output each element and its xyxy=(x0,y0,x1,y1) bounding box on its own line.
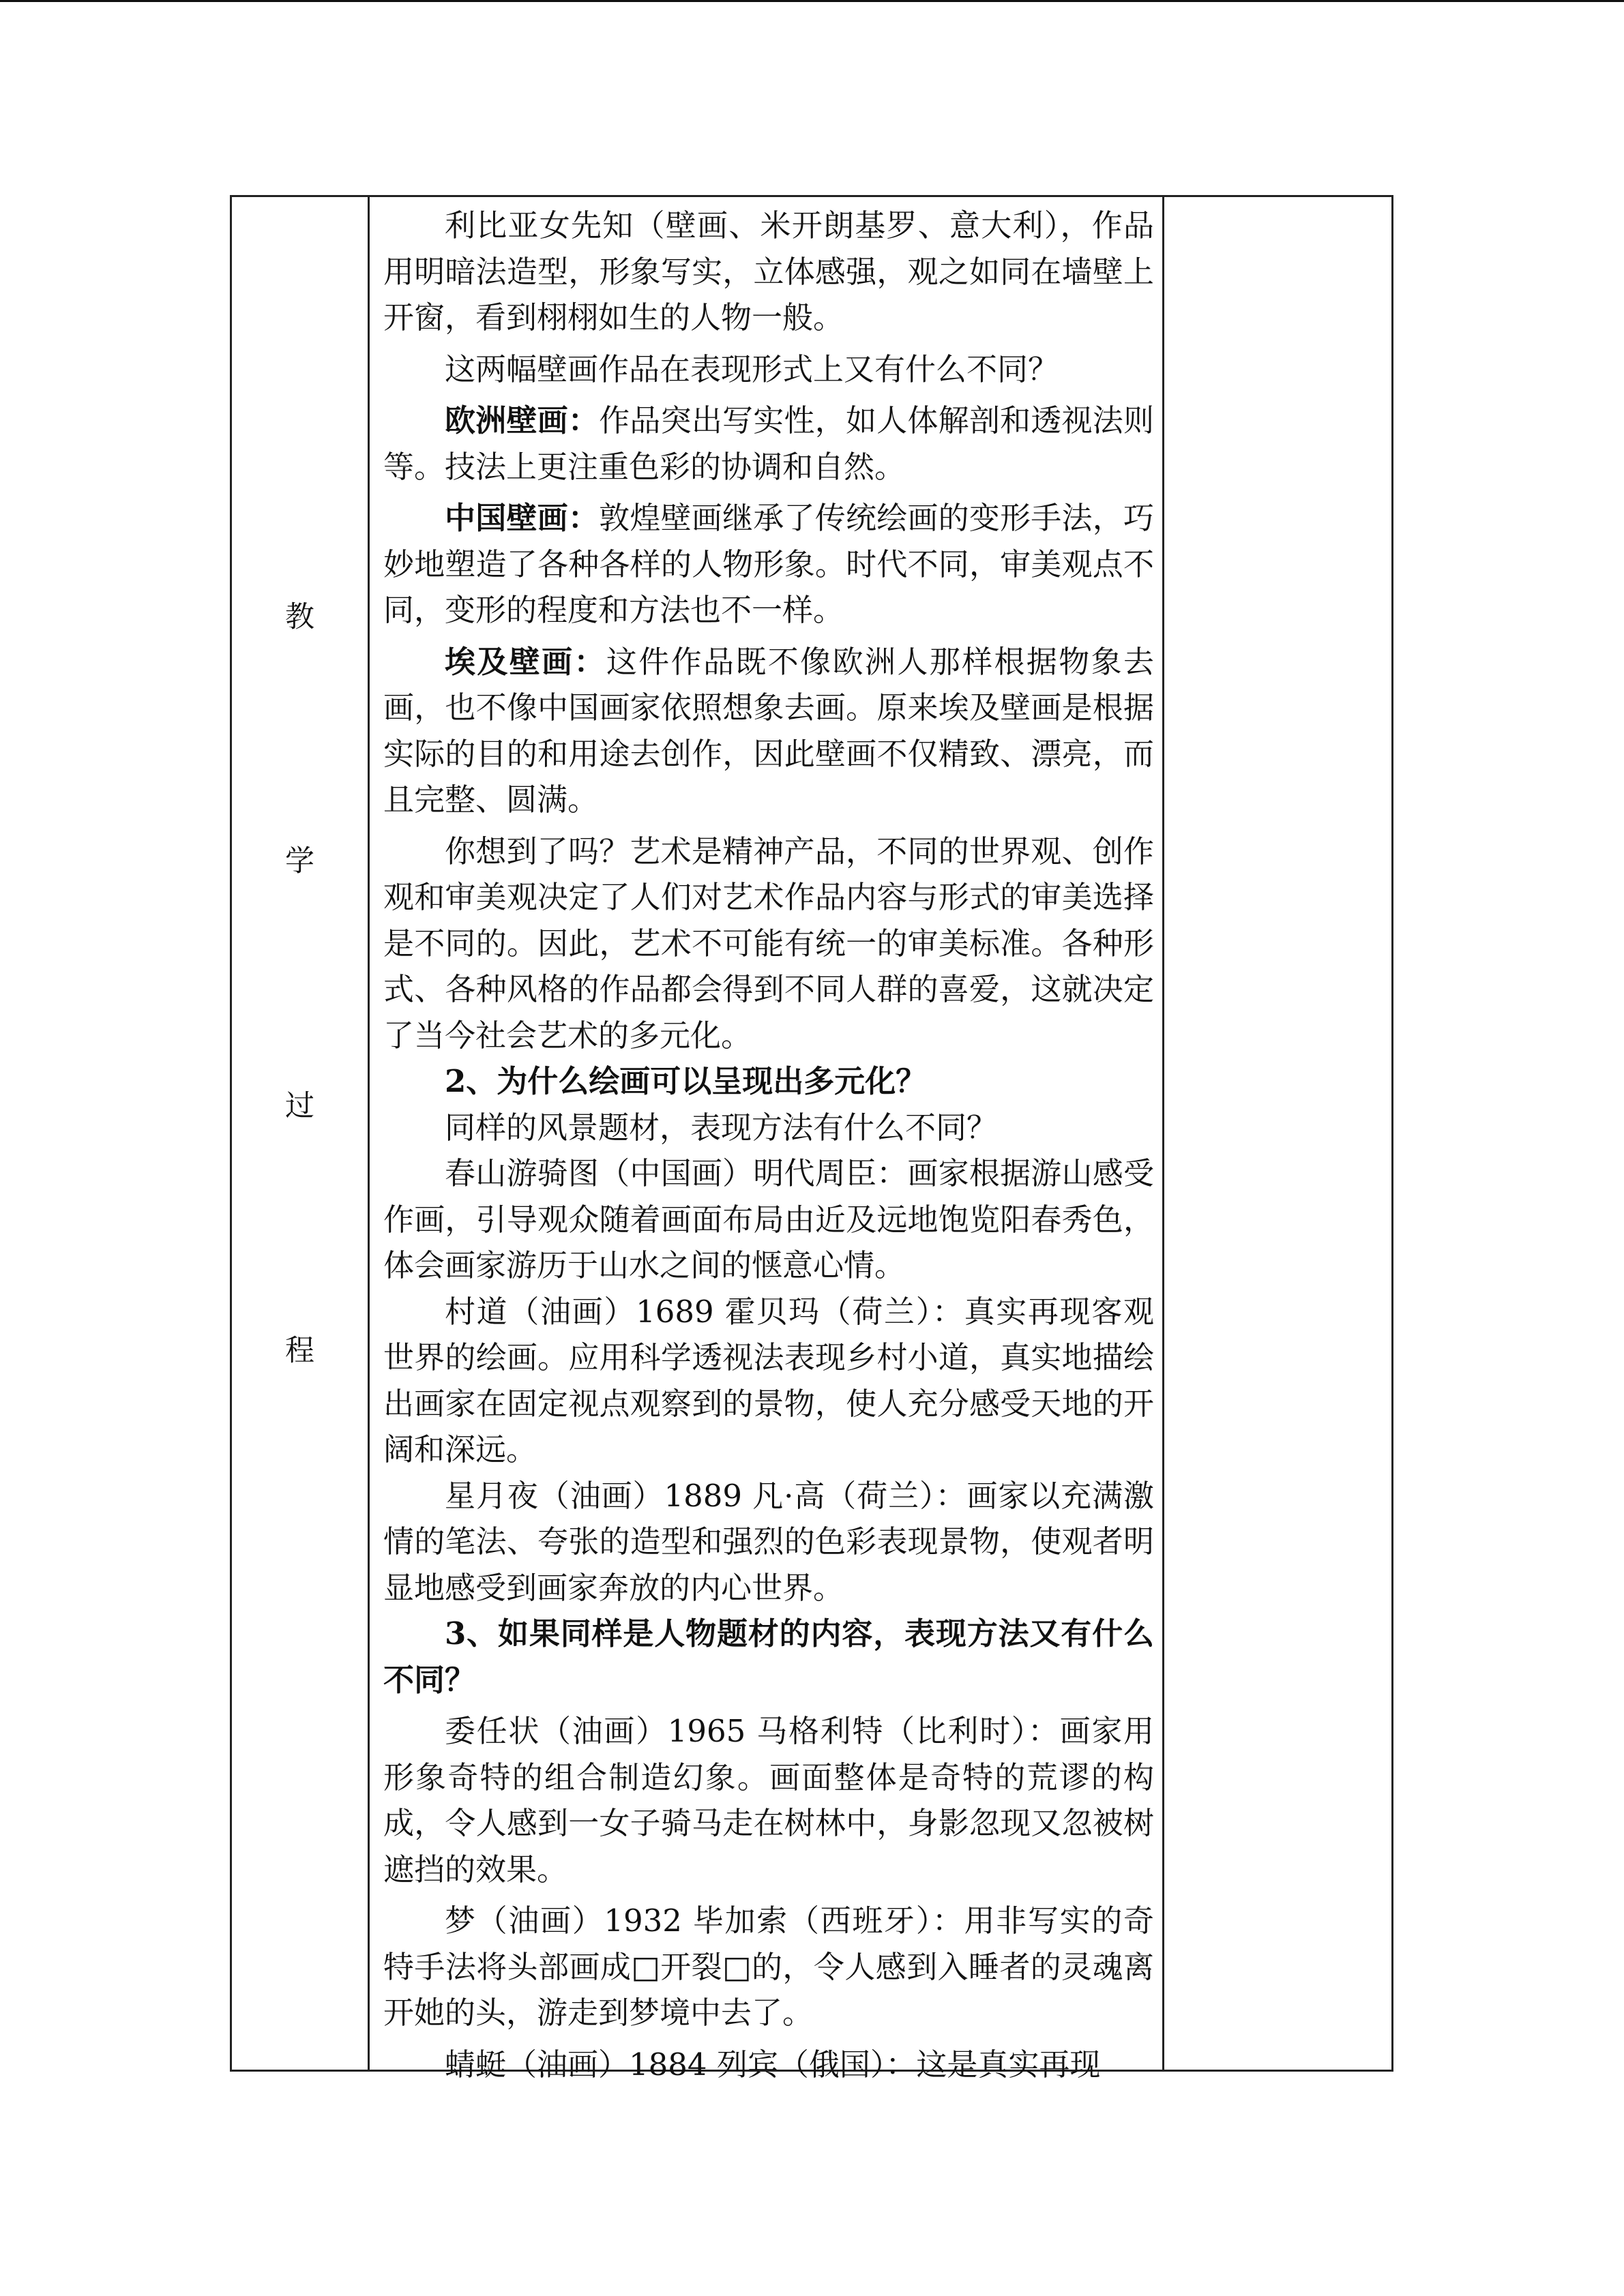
paragraph-text: 这两幅壁画作品在表现形式上又有什么不同？ xyxy=(445,351,1059,387)
paragraph xyxy=(383,1473,1154,1611)
paragraph-text: 村道（油画）1689 霍贝玛（荷兰）：真实再现客观世界的绘画。应用科学透视法表现乡村小道，真实地描绘出画家在固定视点观察到的景物，使人充分感受天地的开阔和深远。 xyxy=(383,1293,1154,1467)
paragraph-text: 同样的风景题材，表现方法有什么不同？ xyxy=(445,1109,998,1146)
paragraph-text: 作品突出写实性，如人体解剖和透视法则等。技法上更注重色彩的协调和自然。 xyxy=(383,402,1154,485)
teaching-process-content xyxy=(383,203,1154,2087)
paragraph-text: 敦煌壁画继承了传统绘画的变形手法，巧妙地塑造了各种各样的人物形象。时代不同，审美观点不同，变形的程度和方法也不一样。 xyxy=(383,500,1154,628)
paragraph xyxy=(383,346,1154,393)
paragraph xyxy=(383,1105,1154,1151)
paragraph-text: 星月夜（油画）1889 凡·高（荷兰）：画家以充满激情的笔法、夸张的造型和强烈的色彩表现景物，使观者明显地感受到画家奔放的内心世界。 xyxy=(383,1477,1154,1606)
paragraph xyxy=(383,1150,1154,1289)
side-label-char: 教 xyxy=(285,600,314,634)
paragraph xyxy=(383,203,1154,341)
paragraph xyxy=(383,398,1154,490)
column-divider xyxy=(368,197,370,2070)
paragraph xyxy=(383,495,1154,633)
remarks-column xyxy=(1164,197,1391,2070)
paragraph xyxy=(383,1898,1154,2036)
side-label-char: 过 xyxy=(285,1089,314,1123)
paragraph-text: 委任状（油画）1965 马格利特（比利时）：画家用形象奇特的组合制造幻象。画面整体是奇特的荒谬的构成，令人感到一女子骑马走在树林中，身影忽现又忽被树遮挡的效果。 xyxy=(383,1713,1154,1888)
paragraph xyxy=(383,2042,1154,2088)
section-heading xyxy=(383,1611,1154,1703)
paragraph-text: 利比亚女先知（壁画、米开朗基罗、意大利），作品用明暗法造型，形象写实，立体感强，观之如同在墙壁上开窗，看到栩栩如生的人物一般。 xyxy=(383,207,1154,336)
paragraph xyxy=(383,1289,1154,1473)
paragraph xyxy=(383,639,1154,823)
paragraph-lead: 中国壁画： xyxy=(445,500,600,536)
page-top-border xyxy=(0,0,1624,2)
paragraph-lead: 3、如果同样是人物题材的内容，表现方法又有什么不同？ xyxy=(383,1615,1154,1698)
paragraph-text: 蜻蜓（油画）1884 列宾（俄国）：这是真实再现 xyxy=(445,2046,1101,2083)
paragraph-lead: 2、为什么绘画可以呈现出多元化？ xyxy=(445,1063,927,1099)
section-heading xyxy=(383,1058,1154,1105)
paragraph-text: 春山游骑图（中国画）明代周臣：画家根据游山感受作画，引导观众随着画面布局由近及远地饱览阳春秀色，体会画家游历于山水之间的惬意心情。 xyxy=(383,1155,1154,1283)
paragraph-lead: 欧洲壁画： xyxy=(445,402,600,438)
paragraph-text: 这件作品既不像欧洲人那样根据物象去画，也不像中国画家依照想象去画。原来埃及壁画是根据实际的目的和用途去创作，因此壁画不仅精致、漂亮，而且完整、圆满。 xyxy=(383,643,1154,818)
paragraph xyxy=(383,829,1154,1059)
paragraph-lead: 埃及壁画： xyxy=(445,643,606,680)
paragraph-text: 你想到了吗？艺术是精神产品，不同的世界观、创作观和审美观决定了人们对艺术作品内容与形式的审美选择是不同的。因此，艺术不可能有统一的审美标准。各种形式、各种风格的作品都会得到不同人群的喜爱，这就决定了当今社会艺术的多元化。 xyxy=(383,833,1154,1054)
side-label-char: 学 xyxy=(285,844,314,878)
lesson-plan-table xyxy=(230,195,1393,2083)
paragraph xyxy=(383,1708,1154,1892)
side-label-char: 程 xyxy=(285,1334,314,1368)
paragraph-text: 梦（油画）1932 毕加索（西班牙）：用非写实的奇特手法将头部画成□开裂□的，令人感到入睡者的灵魂离开她的头，游走到梦境中去了。 xyxy=(383,1903,1154,2031)
